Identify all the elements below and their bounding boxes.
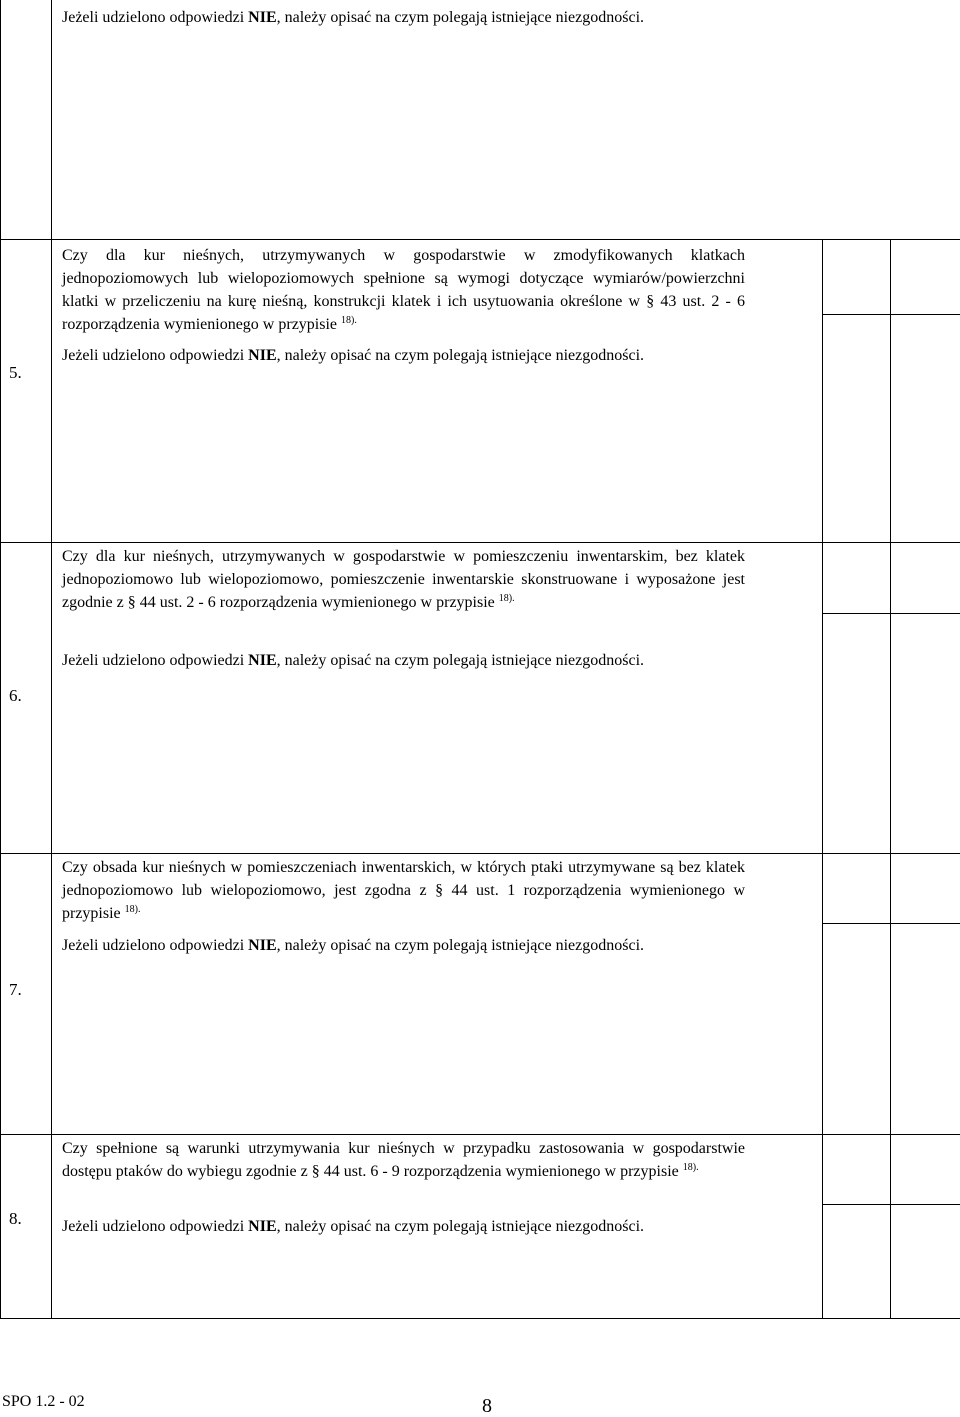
nonconformity-note: Jeżeli udzielono odpowiedzi NIE, należy opisać na czym polegają istniejące niezgodności. bbox=[62, 1218, 645, 1235]
answer-box-bottom-row-7 bbox=[822, 923, 960, 924]
row-divider-6-7 bbox=[0, 853, 960, 854]
number-column-divider bbox=[51, 0, 52, 1318]
question-text: Czy spełnione są warunki utrzymywania kur nieśnych w przypadku zastosowania w gospodarstwie dostępu ptaków do wybiegu zgodnie z § 44 ust. 6 - 9 rozporządzenia wymienionego w przypisie $^{18).}$ bbox=[62, 1140, 745, 1180]
row-number: 7. bbox=[9, 980, 22, 999]
row-number: 5. bbox=[9, 363, 22, 382]
question-text: Czy dla kur nieśnych, utrzymywanych w gospodarstwie w pomieszczeniu inwentarskim, bez klatek jednopoziomowo lub wielopoziomowo, pomieszczenie inwentarskie skonstruowane i wyposażone jest zgodnie z § 44 ust. 2 - 6 rozporządzenia wymienionego w przypisie $^{18).}$ bbox=[62, 548, 745, 611]
answer-box-bottom-row-6 bbox=[822, 613, 960, 614]
answer-box-bottom-row-8 bbox=[822, 1204, 960, 1205]
nonconformity-note: Jeżeli udzielono odpowiedzi NIE, należy opisać na czym polegają istniejące niezgodności. bbox=[62, 652, 645, 669]
page-number: 8 bbox=[482, 1395, 492, 1417]
question-text: Czy dla kur nieśnych, utrzymywanych w gospodarstwie w zmodyfikowanych klatkach jednopoziomowych lub wielopoziomowych spełnione są wymogi dotyczące wymiarów/powierzchni klatki w przeliczeniu na kurę nieśną, konstrukcji klatek i ich usytuowania określone w § 43 ust. 2 - 6 rozporządzenia wymienionego w przypisie $^{18).}$ bbox=[62, 247, 745, 333]
answer-box-bottom-row-5 bbox=[822, 314, 960, 315]
nonconformity-note-row-4: Jeżeli udzielono odpowiedzi NIE, należy opisać na czym polegają istniejące niezgodności. bbox=[62, 9, 645, 26]
answer-column-divider-1 bbox=[822, 239, 823, 1318]
nonconformity-note: Jeżeli udzielono odpowiedzi NIE, należy opisać na czym polegają istniejące niezgodności. bbox=[62, 937, 645, 954]
row-divider-4-5 bbox=[0, 239, 960, 240]
row-number: 6. bbox=[9, 686, 22, 705]
table-bottom-border bbox=[0, 1318, 960, 1319]
row-number: 8. bbox=[9, 1209, 22, 1228]
nonconformity-note: Jeżeli udzielono odpowiedzi NIE, należy opisać na czym polegają istniejące niezgodności. bbox=[62, 347, 645, 364]
answer-column-divider-2 bbox=[890, 239, 891, 1318]
document-code: SPO 1.2 - 02 bbox=[2, 1393, 85, 1410]
question-text: Czy obsada kur nieśnych w pomieszczeniach inwentarskich, w których ptaki utrzymywane są bez klatek jednopoziomowo lub wielopoziomowo, jest zgodna z § 44 ust. 1 rozporządzenia wymienionego w przypisie $^{18).}$ bbox=[62, 859, 745, 922]
row-divider-5-6 bbox=[0, 542, 960, 543]
row-divider-7-8 bbox=[0, 1134, 960, 1135]
table-left-border bbox=[0, 0, 1, 1318]
